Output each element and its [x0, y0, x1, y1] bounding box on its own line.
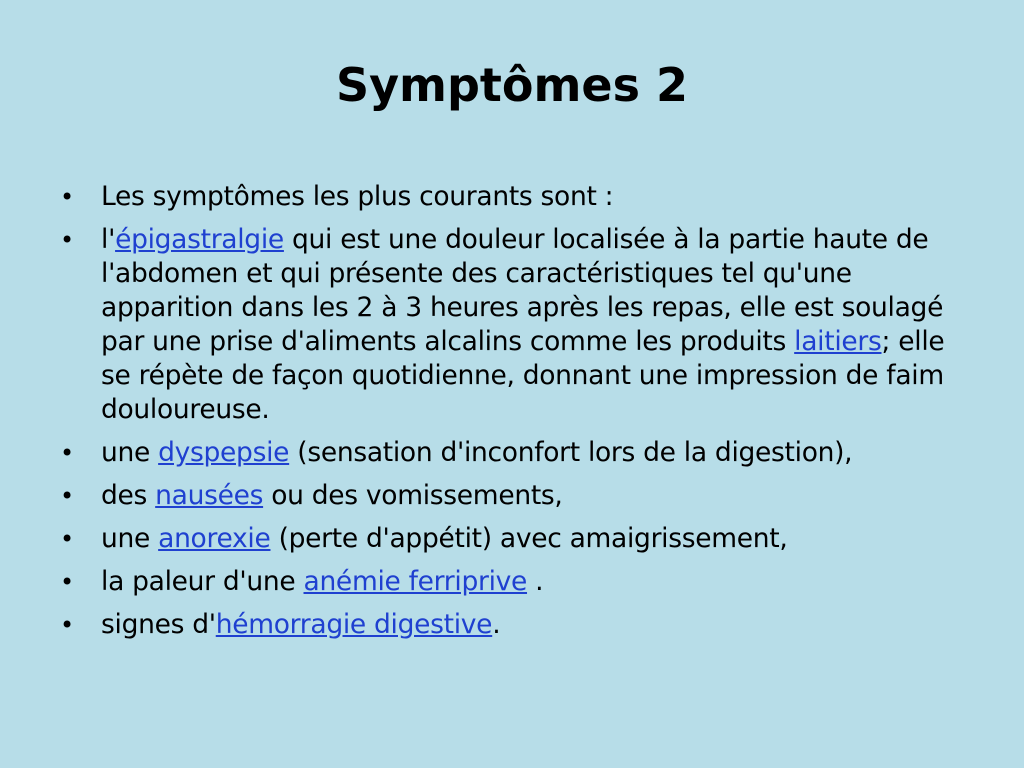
- bullet-text: ; elle se répète de façon quotidienne, donnant une impression de faim douloureuse.: [101, 326, 945, 425]
- term-link[interactable]: épigastralgie: [115, 224, 284, 255]
- bullet-item: [56, 436, 976, 470]
- bullet-item: [56, 180, 976, 214]
- bullet-text: la paleur d'une: [101, 566, 304, 597]
- term-link[interactable]: dyspepsie: [158, 437, 290, 468]
- bullet-text: signes d': [101, 609, 216, 640]
- bullet-text: une: [101, 523, 159, 554]
- bullet-dot-icon: •: [60, 568, 74, 596]
- bullet-dot-icon: •: [60, 183, 74, 211]
- bullet-text: ou des vomissements,: [263, 480, 563, 511]
- bullet-item: [56, 608, 976, 642]
- bullet-item: [56, 479, 976, 513]
- bullet-list: [56, 180, 976, 651]
- bullet-dot-icon: •: [60, 226, 74, 254]
- bullet-item: [56, 565, 976, 599]
- term-link[interactable]: hémorragie digestive: [215, 609, 493, 640]
- bullet-text: .: [527, 566, 544, 597]
- term-link[interactable]: nausées: [155, 480, 264, 511]
- bullet-dot-icon: •: [60, 525, 74, 553]
- term-link[interactable]: anémie ferriprive: [303, 566, 528, 597]
- bullet-dot-icon: •: [60, 482, 74, 510]
- bullet-text: Les symptômes les plus courants sont :: [101, 181, 614, 212]
- term-link[interactable]: anorexie: [158, 523, 271, 554]
- term-link[interactable]: laitiers: [794, 326, 882, 357]
- slide-title: Symptômes 2: [335, 58, 689, 112]
- bullet-text: des: [101, 480, 156, 511]
- bullet-item: [56, 522, 976, 556]
- bullet-text: .: [492, 609, 501, 640]
- bullet-text: l': [101, 224, 116, 255]
- bullet-item: [56, 223, 976, 427]
- bullet-text: (sensation d'inconfort lors de la digestion),: [289, 437, 853, 468]
- bullet-text: une: [101, 437, 159, 468]
- bullet-dot-icon: •: [60, 611, 74, 639]
- bullet-dot-icon: •: [60, 439, 74, 467]
- bullet-text: qui est une douleur localisée à la partie haute de l'abdomen et qui présente des caractéristiques tel qu'une apparition dans les 2 à 3 heures après les repas, elle est soulagé par une prise d'aliments alcalins comme les produits: [101, 224, 944, 357]
- bullet-text: (perte d'appétit) avec amaigrissement,: [270, 523, 788, 554]
